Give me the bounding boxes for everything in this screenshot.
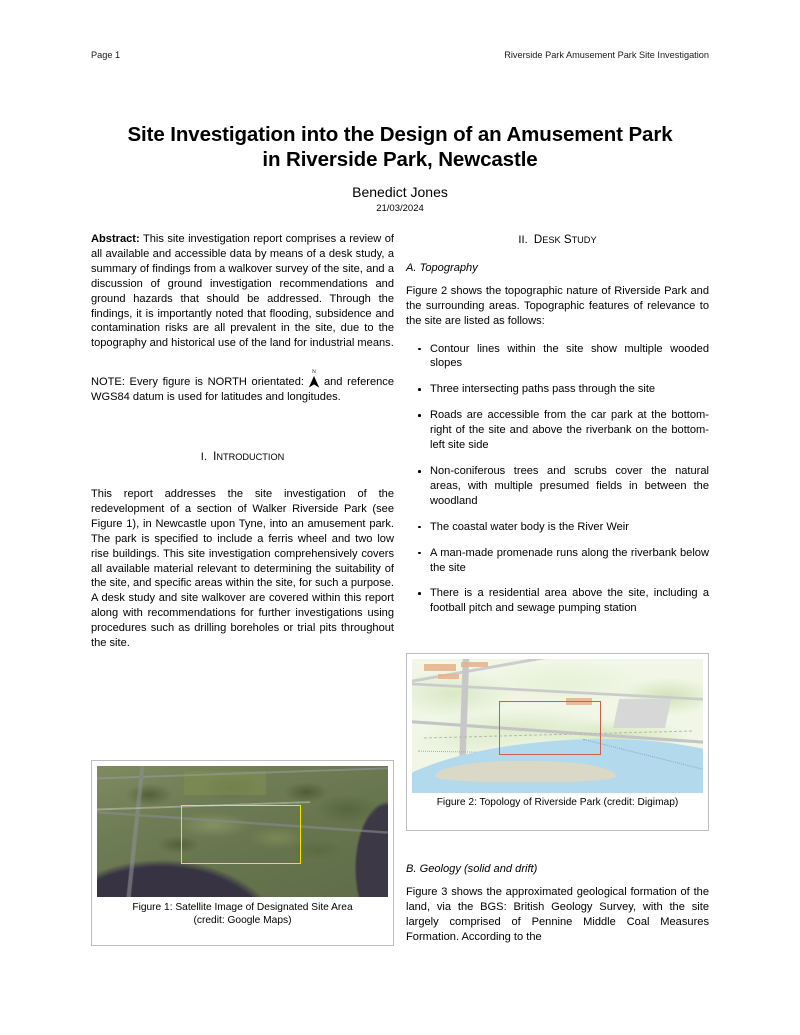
section-heading-introduction [91,449,394,465]
page-title [91,122,709,172]
figure-2-image [412,659,703,793]
document-date: 21/03/2024 [376,202,424,214]
list-item: Non-coniferous trees and scrubs cover the natural areas, with multiple presumed fields in between the woodland [406,464,709,509]
abstract-label: Abstract: [91,233,140,245]
note-text-before: NOTE: Every figure is NORTH orientated: [91,376,304,389]
running-header [91,50,709,60]
geology-block [406,862,709,945]
section-title-initial-2: D [533,233,543,246]
topo-building [461,662,487,667]
list-item: There is a residential area above the site, including a football pitch and sewage pumping station [406,586,709,616]
list-item: The coastal water body is the River Weir [406,520,709,535]
section-number-2: II. [518,234,528,246]
subsection-heading-topography: A. Topography [406,261,478,274]
topo-building [424,664,456,671]
title-line-1: Site Investigation into the Design of an Amusement Park [127,123,673,146]
figure-2-caption: Figure 2: Topology of Riverside Park (credit: Digimap) [436,797,679,808]
north-arrow-label: N [312,369,316,376]
list-item: Roads are accessible from the car park at the bottom-right of the site and above the riverbank on the bottom-left site side [406,408,709,453]
section-title-initial-2b: S [563,233,572,246]
title-line-2: in Riverside Park, Newcastle [262,148,538,171]
section-heading-desk-study [406,232,709,248]
topo-foreshore [435,761,615,782]
figure-2 [406,653,709,831]
figure-1-image [97,766,388,897]
section-title-rest-1: NTRODUCTION [216,452,285,463]
abstract-paragraph [91,232,394,351]
list-item: Three intersecting paths pass through the site [406,382,709,397]
list-item: Contour lines within the site show multiple wooded slopes [406,342,709,372]
north-arrow-icon [307,369,321,388]
geology-body: Figure 3 shows the approximated geological formation of the land, via the BGS: British Geology Survey, with the site largely comprised of Pennine Middle Coal Measures Formation. According to the [406,885,709,943]
title-block [91,122,709,214]
section-title-initial-1: I [213,450,217,464]
section-title-rest-2b: TUDY [571,235,597,245]
abstract-text: This site investigation report comprises a review of all available and accessible data by means of a desk study, a summary of findings from a walkover survey of the site, and a discussion of ground investigation recommendations and ground hazards that should be addressed. Through the findings, it is importantly noted that flooding, subsidence and contamination risks are all prevalent in the site, due to the topography and historical use of the land for industrial means. [91,233,394,350]
figure-1-caption-line-1: Figure 1: Satellite Image of Designated Site Area [132,902,353,913]
left-column [91,232,394,651]
section-number-1: I. [200,451,207,464]
figure-1 [91,760,394,946]
section-title-rest-2: ESK [542,235,561,245]
figure-1-caption-line-2: (credit: Google Maps) [193,914,292,926]
figure-1-caption [97,897,388,928]
subsection-heading-geology: B. Geology (solid and drift) [406,863,538,875]
designated-site-boundary-box [181,805,300,864]
introduction-body: This report addresses the site investigation of the redevelopment of a section of Walker Riverside Park (see Figure 1), in Newcastle upon Tyne, into an amusement park. The park is specified to include a ferris wheel and two low rise buildings. This site investigation comprehensively covers all available material relevant to determining the suitability of the site, and specific areas within the site, for such a purpose. A desk study and site walkover are covered within this report along with recommendations for further investigations using procedures such as drilling boreholes or trial pits throughout the site. [91,487,394,650]
page-number-label: Page 1 [91,50,121,60]
topography-bullet-list [406,342,709,617]
author-name: Benedict Jones [352,184,448,200]
designated-site-boundary-box [499,701,601,756]
note-paragraph [91,369,395,405]
north-arrow-triangle-icon [307,376,321,388]
topo-building [438,674,458,679]
topography-intro: Figure 2 shows the topographic nature of Riverside Park and the surrounding areas. Topographic features of relevance to the site are listed as follows: [406,284,709,327]
running-title: Riverside Park Amusement Park Site Investigation [504,50,709,60]
list-item: A man-made promenade runs along the riverbank below the site [406,546,709,576]
right-column [406,232,709,616]
note-text-after: and reference WGS84 datum is used for latitudes and longitudes. [91,376,395,404]
